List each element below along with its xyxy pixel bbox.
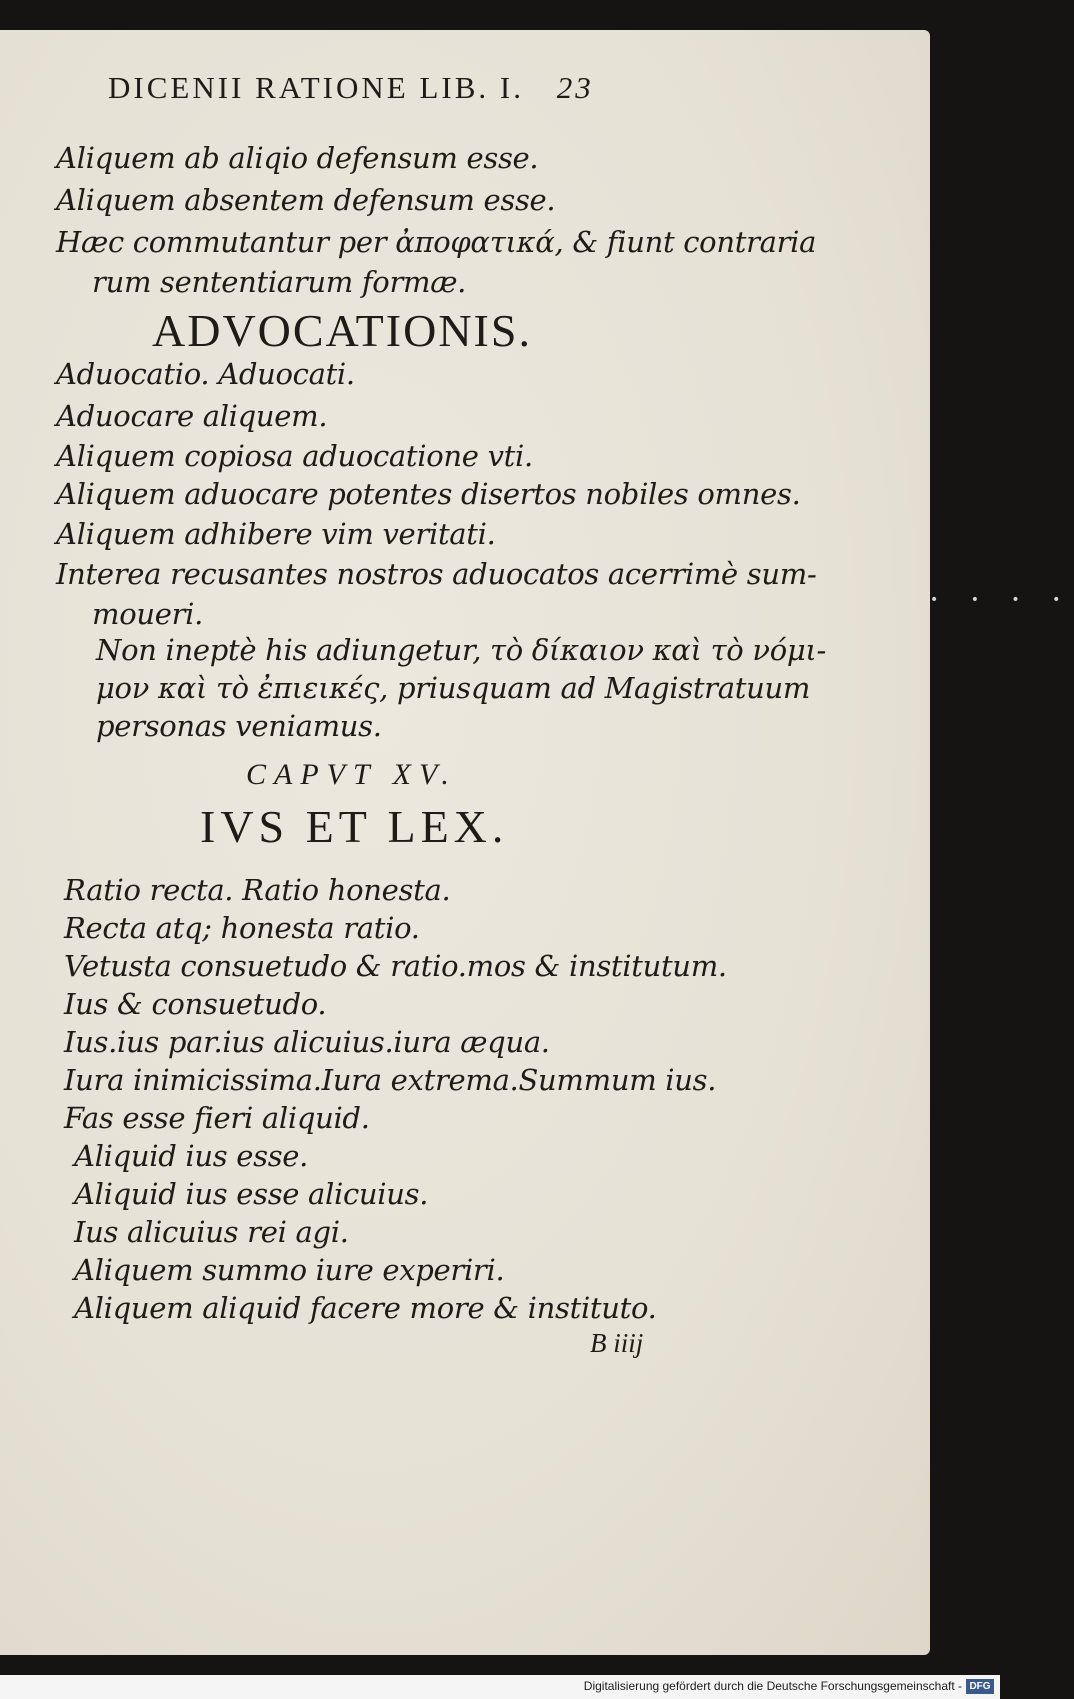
section-heading: ADVOCATIONIS. <box>152 305 532 356</box>
text-line: Recta atq; honesta ratio. <box>64 911 420 945</box>
text-line: Aduocare aliquem. <box>56 399 328 433</box>
text-line: Aduocatio. Aduocati. <box>56 357 355 391</box>
text-line: Hæc commutantur per ἀποφατικά, & fiunt contraria <box>56 225 817 259</box>
text-line: Ius & consuetudo. <box>64 987 327 1021</box>
text-line: Ius.ius par.ius alicuius.iura æqua. <box>64 1025 550 1059</box>
text-line: μον καὶ τὸ ἐπιεικές, priusquam ad Magistratuum <box>96 671 811 705</box>
text-line: Ratio recta. Ratio honesta. <box>64 873 451 907</box>
text-line: Fas esse fieri aliquid. <box>64 1101 370 1135</box>
chapter-label: CAPVT XV. <box>246 758 457 791</box>
text-line: Interea recusantes nostros aduocatos acerrimè sum- <box>56 557 817 591</box>
margin-dots: • • • • <box>930 592 1074 608</box>
signature-mark: B iiij <box>590 1328 644 1358</box>
text-line: Aliquem copiosa aduocatione vti. <box>56 439 533 473</box>
text-line: rum sententiarum formæ. <box>92 265 467 299</box>
text-line: Aliquem absentem defensum esse. <box>56 183 556 217</box>
chapter-title: IVS ET LEX. <box>200 801 509 852</box>
text-line: Aliquem summo iure experiri. <box>74 1253 505 1287</box>
text-line: Vetusta consuetudo & ratio.mos & institutum. <box>64 949 727 983</box>
page-number: 23 <box>556 70 594 105</box>
text-line: Aliquem adhibere vim veritati. <box>56 517 496 551</box>
text-line: moueri. <box>92 597 204 631</box>
text-line: Non ineptè his adiungetur, τὸ δίκαιον καὶ τὸ νόμι- <box>96 633 826 667</box>
text-line: Ius alicuius rei agi. <box>74 1215 349 1249</box>
dfg-logo-icon: DFG <box>966 1679 994 1694</box>
text-line: Iura inimicissima.Iura extrema.Summum ius. <box>64 1063 717 1097</box>
text-line: Aliquem aduocare potentes disertos nobiles omnes. <box>56 477 801 511</box>
text-line: Aliquem aliquid facere more & instituto. <box>74 1291 657 1325</box>
text-line: Aliquem ab aliqio defensum esse. <box>56 141 539 175</box>
text-line: Aliquid ius esse. <box>74 1139 309 1173</box>
running-title: DICENII RATIONE LIB. I. 23 <box>108 70 594 105</box>
footer-bar <box>0 1675 1000 1699</box>
footer-credit: Digitalisierung gefördert durch die Deutsche Forschungsgemeinschaft - <box>583 1679 962 1693</box>
text-line: personas veniamus. <box>96 709 382 743</box>
text-line: Aliquid ius esse alicuius. <box>74 1177 429 1211</box>
